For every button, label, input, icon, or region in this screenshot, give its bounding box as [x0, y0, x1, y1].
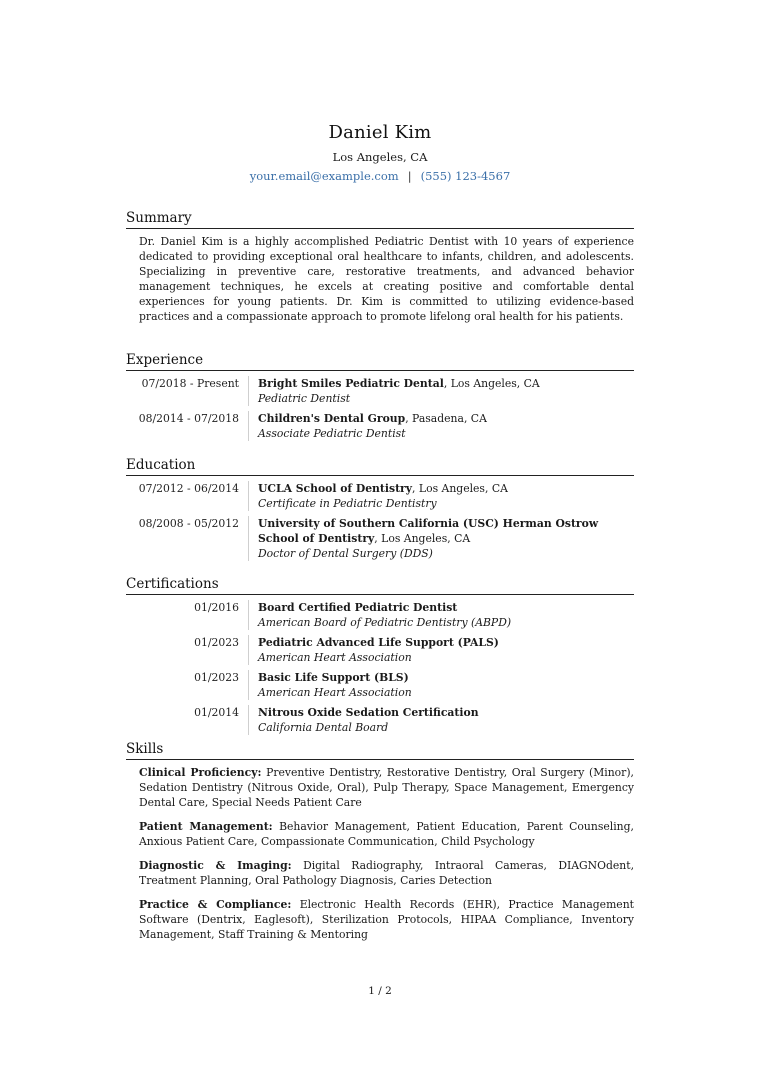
skill-group — [139, 765, 634, 810]
skill-category: Clinical Proficiency: — [139, 766, 262, 779]
entry-role: Certificate in Pediatric Dentistry — [258, 497, 437, 510]
certifications-heading: Certifications — [126, 575, 634, 595]
entry-date: 08/2008 - 05/2012 — [138, 517, 239, 530]
certification-entry — [126, 670, 634, 700]
entry-organization: University of Southern California (USC) Herman Ostrow School of Dentistry — [258, 517, 599, 545]
summary-heading: Summary — [126, 209, 634, 229]
entry-date: 01/2016 — [194, 601, 239, 614]
skill-list: Behavior Management, Patient Education, Parent Counseling, Anxious Patient Care, Compassionate Communication, Child Psychology — [139, 820, 634, 848]
certifications-section — [126, 575, 634, 740]
entry-body — [248, 670, 634, 700]
skills-heading: Skills — [126, 740, 634, 760]
entry-body — [248, 481, 634, 511]
certification-name: Nitrous Oxide Sedation Certification — [258, 706, 479, 719]
experience-entry — [126, 411, 634, 441]
education-entry — [126, 481, 634, 511]
skill-list: Digital Radiography, Intraoral Cameras, DIAGNOdent, Treatment Planning, Oral Pathology Diagnosis, Caries Detection — [139, 859, 635, 887]
entry-location: , Los Angeles, CA — [412, 482, 508, 495]
skill-category: Diagnostic & Imaging: — [139, 859, 292, 872]
entry-date: 01/2023 — [194, 671, 239, 684]
entry-role: Doctor of Dental Surgery (DDS) — [258, 547, 433, 560]
certification-name: Board Certified Pediatric Dentist — [258, 601, 458, 614]
entry-date: 01/2014 — [194, 706, 239, 719]
experience-entry — [126, 376, 634, 406]
entry-body — [248, 411, 634, 441]
skill-category: Practice & Compliance: — [139, 898, 292, 911]
summary-section — [126, 209, 634, 324]
certification-issuer: American Heart Association — [258, 686, 412, 699]
entry-date: 07/2018 - Present — [141, 377, 239, 390]
entry-date: 07/2012 - 06/2014 — [138, 482, 239, 495]
contact-separator: | — [407, 169, 412, 183]
certification-name: Basic Life Support (BLS) — [258, 671, 409, 684]
certification-entry — [126, 705, 634, 735]
experience-heading: Experience — [126, 351, 634, 371]
entry-organization: UCLA School of Dentistry — [258, 482, 413, 495]
page-number: 1 / 2 — [368, 985, 392, 997]
entry-organization: Bright Smiles Pediatric Dental — [258, 377, 444, 390]
certification-entry — [126, 600, 634, 630]
entry-role: Pediatric Dentist — [258, 392, 351, 405]
experience-section — [126, 351, 634, 446]
entry-body — [248, 705, 634, 735]
skill-group — [139, 897, 634, 942]
skills-section — [126, 740, 634, 951]
entry-location: , Los Angeles, CA — [374, 532, 471, 545]
entry-body — [248, 635, 634, 665]
contact-line — [0, 168, 760, 184]
skill-list: Preventive Dentistry, Restorative Dentistry, Oral Surgery (Minor), Sedation Dentistry (Nitrous Oxide, Oral), Pulp Therapy, Space Management, Emergency Dental Care, Special Needs Patient Care — [139, 766, 634, 809]
certification-name: Pediatric Advanced Life Support (PALS) — [258, 636, 499, 649]
phone-link[interactable]: (555) 123-4567 — [420, 169, 511, 183]
entry-location: , Pasadena, CA — [405, 412, 487, 425]
entry-location: , Los Angeles, CA — [443, 377, 540, 390]
skill-list: Electronic Health Records (EHR), Practice Management Software (Dentrix, Eaglesoft), Sterilization Protocols, HIPAA Compliance, Inventory Management, Staff Training & Mentoring — [139, 898, 634, 941]
candidate-location: Los Angeles, CA — [332, 150, 428, 164]
summary-text: Dr. Daniel Kim is a highly accomplished Pediatric Dentist with 10 years of experience dedicated to providing exceptional oral healthcare to infants, children, and adolescents. Specializing in preventive care, restorative treatments, and advanced behavior management techniques, he excels at creating positive and comfortable dental experiences for young patients. Dr. Kim is committed to utilizing evidence-based practices and a compassionate approach to promote lifelong oral health for his patients. — [139, 235, 634, 323]
entry-date: 08/2014 - 07/2018 — [138, 412, 239, 425]
certification-issuer: American Heart Association — [258, 651, 412, 664]
skill-group — [139, 819, 634, 849]
resume-header — [0, 121, 760, 184]
candidate-name: Daniel Kim — [328, 122, 432, 143]
entry-organization: Children's Dental Group — [258, 412, 406, 425]
entry-role: Associate Pediatric Dentist — [258, 427, 406, 440]
certification-issuer: California Dental Board — [258, 721, 389, 734]
certification-entry — [126, 635, 634, 665]
skill-group — [139, 858, 634, 888]
entry-date: 01/2023 — [194, 636, 239, 649]
education-section — [126, 456, 634, 566]
education-heading: Education — [126, 456, 634, 476]
email-link[interactable]: your.email@example.com — [249, 169, 399, 183]
education-entry — [126, 516, 634, 561]
entry-body — [248, 516, 634, 561]
entry-body — [248, 376, 634, 406]
entry-body — [248, 600, 634, 630]
skill-category: Patient Management: — [139, 820, 273, 833]
certification-issuer: American Board of Pediatric Dentistry (ABPD) — [258, 616, 512, 629]
